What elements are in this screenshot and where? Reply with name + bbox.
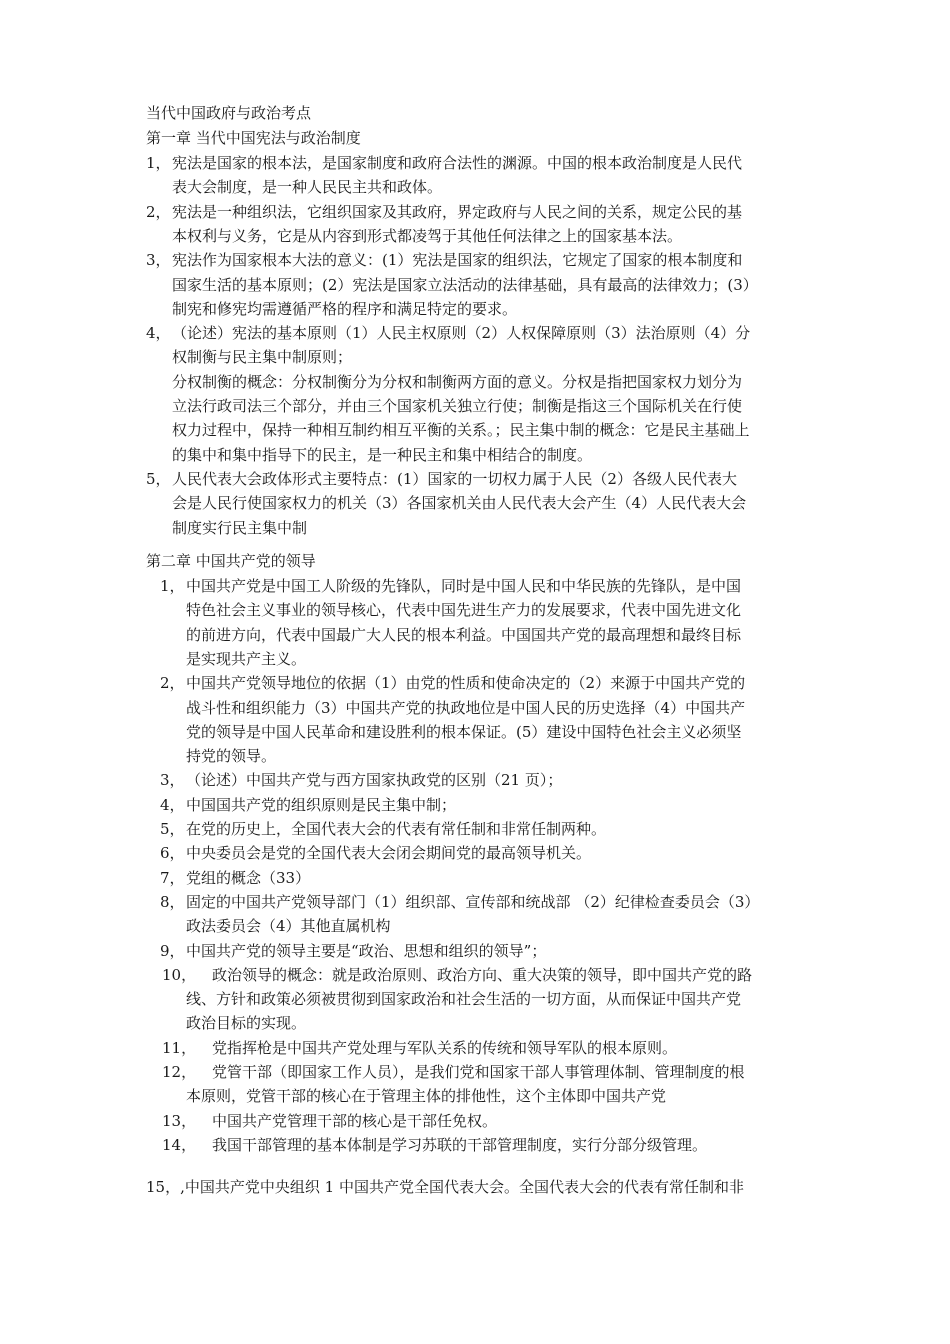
chapter2-item-7-line-1: 党组的概念（33） <box>186 868 311 887</box>
chapter1-item-4-line-2: 权制衡与民主集中制原则； <box>172 348 353 367</box>
chapter2-item-10-number: 10， <box>162 965 197 984</box>
chapter1-item-2-line-2: 本权利与义务，它是从内容到形式都凌驾于其他任何法律之上的国家基本法。 <box>172 226 683 245</box>
chapter1-item-3-line-2: 国家生活的基本原则；(2）宪法是国家立法活动的法律基础，具有最高的法律效力；(3） <box>172 275 758 294</box>
chapter2-item-1-line-2: 特色社会主义事业的领导核心，代表中国先进生产力的发展要求，代表中国先进文化 <box>186 601 742 620</box>
chapter2-item-13-line-1: 中国共产党管理干部的核心是干部任免权。 <box>212 1111 498 1130</box>
chapter1-item-4-line-5: 权力过程中，保持一种相互制约相互平衡的关系。；民主集中制的概念：它是民主基础上 <box>172 421 750 440</box>
chapter2-item-7-number: 7， <box>160 868 185 887</box>
chapter2-item-3-line-1: （论述）中国共产党与西方国家执政党的区别（21 页）； <box>186 771 563 790</box>
chapter2-item-9-number: 9， <box>160 941 185 960</box>
chapter2-item-10-line-1: 政治领导的概念：就是政治原则、政治方向、重大决策的领导，即中国共产党的路 <box>212 965 753 984</box>
chapter1-item-4-line-4: 立法行政司法三个部分，并由三个国家机关独立行使；制衡是指这三个国际机关在行使 <box>172 397 743 415</box>
chapter2-item-9-line-1: 中国共产党的领导主要是“政治、思想和组织的领导”； <box>186 941 547 960</box>
chapter1-item-5-line-2: 会是人民行使国家权力的机关（3）各国家机关由人民代表大会产生（4）人民代表大会 <box>172 494 747 513</box>
chapter2-item-8-number: 8， <box>160 892 185 911</box>
chapter2-item-2-line-4: 持党的领导。 <box>186 747 277 766</box>
chapter1-item-2-number: 2， <box>146 202 171 221</box>
chapter1-item-3-line-1: 宪法作为国家根本大法的意义：(1）宪法是国家的组织法，它规定了国家的根本制度和 <box>172 251 743 270</box>
chapter2-item-6-line-1: 中央委员会是党的全国代表大会闭会期间党的最高领导机关。 <box>186 844 592 863</box>
chapter1-item-1-number: 1， <box>146 154 171 172</box>
chapter1-item-2-line-1: 宪法是一种组织法，它组织国家及其政府，界定政府与人民之间的关系，规定公民的基 <box>172 202 743 221</box>
chapter2-item-12-number: 12， <box>162 1063 197 1081</box>
chapter2-item-5-number: 5， <box>160 820 185 838</box>
chapter1-item-1-line-2: 表大会制度，是一种人民民主共和政体。 <box>172 178 443 197</box>
chapter1-item-4-line-1: （论述）宪法的基本原则（1）人民主权原则（2）人权保障原则（3）法治原则（4）分 <box>172 324 751 343</box>
chapter2-item-12-line-2: 本原则，党管干部的核心在于管理主体的排他性，这个主体即中国共产党 <box>186 1087 667 1106</box>
chapter2-item-1-line-3: 的前进方向，代表中国最广大人民的根本利益。中国国共产党的最高理想和最终目标 <box>186 625 742 644</box>
chapter1-item-4-line-6: 的集中和集中指导下的民主，是一种民主和集中相结合的制度。 <box>172 445 593 464</box>
chapter2-item-8-line-1: 固定的中国共产党领导部门（1）组织部、宣传部和统战部 （2）纪律检查委员会（3） <box>186 892 760 911</box>
item-15 <box>146 1175 744 1199</box>
chapter2-item-2-line-2: 战斗性和组织能力（3）中国共产党的执政地位是中国人民的历史选择（4）中国共产 <box>186 698 746 717</box>
chapter2-item-2-number: 2， <box>160 674 185 693</box>
chapter1-item-5-line-1: 人民代表大会政体形式主要特点：(1）国家的一切权力属于人民（2）各级人民代表大 <box>172 469 737 488</box>
chapter2-item-6-number: 6， <box>160 844 185 863</box>
chapter2-item-14-number: 14， <box>162 1135 197 1154</box>
doc-title: 当代中国政府与政治考点 <box>146 104 312 122</box>
chapter2-item-4-line-1: 中国国共产党的组织原则是民主集中制； <box>186 795 457 814</box>
chapter2-item-1-number: 1， <box>160 577 185 595</box>
chapter2-item-5-line-1: 在党的历史上，全国代表大会的代表有常任制和非常任制两种。 <box>186 820 607 838</box>
chapter1-item-3-line-3: 制宪和修宪均需遵循严格的程序和满足特定的要求。 <box>172 299 518 318</box>
chapter2-item-10-line-3: 政治目标的实现。 <box>186 1014 307 1033</box>
chapter1-item-5-line-3: 制度实行民主集中制 <box>172 518 308 537</box>
chapter2-title: 第二章 中国共产党的领导 <box>146 552 316 570</box>
chapter1-item-1-line-1: 宪法是国家的根本法，是国家制度和政府合法性的渊源。中国的根本政治制度是人民代 <box>172 154 743 172</box>
chapter2-item-4-number: 4， <box>160 795 185 814</box>
chapter2-item-2-line-3: 党的领导是中国人民革命和建设胜利的根本保证。(5）建设中国特色社会主义必须坚 <box>186 722 742 741</box>
chapter2-item-11-line-1: 党指挥枪是中国共产党处理与军队关系的传统和领导军队的根本原则。 <box>212 1038 678 1057</box>
chapter2-item-1-line-4: 是实现共产主义。 <box>186 649 307 668</box>
chapter2-item-12-line-1: 党管干部（即国家工作人员），是我们党和国家干部人事管理体制、管理制度的根 <box>212 1063 745 1081</box>
chapter1-title: 第一章 当代中国宪法与政治制度 <box>146 129 361 147</box>
chapter2-item-3-number: 3， <box>160 771 185 790</box>
chapter2-item-11-number: 11， <box>162 1038 197 1057</box>
chapter1-item-3-number: 3， <box>146 251 171 270</box>
chapter2-item-2-line-1: 中国共产党领导地位的依据（1）由党的性质和使命决定的（2）来源于中国共产党的 <box>186 674 746 693</box>
item-15-number: 15， <box>146 1178 181 1196</box>
chapter2-item-8-line-2: 政法委员会（4）其他直属机构 <box>186 917 391 936</box>
chapter1-item-4-line-3: 分权制衡的概念：分权制衡分为分权和制衡两方面的意义。分权是指把国家权力划分为 <box>172 372 743 391</box>
chapter2-item-14-line-1: 我国干部管理的基本体制是学习苏联的干部管理制度，实行分部分级管理。 <box>212 1135 708 1154</box>
item-15-text: ,中国共产党中央组织 1 中国共产党全国代表大会。全国代表大会的代表有常任制和非 <box>180 1178 744 1196</box>
chapter1-item-4-number: 4， <box>146 324 171 343</box>
chapter1-item-5-number: 5， <box>146 469 171 488</box>
chapter2-item-13-number: 13， <box>162 1111 197 1130</box>
chapter2-item-10-line-2: 线、方针和政策必须被贯彻到国家政治和社会生活的一切方面，从而保证中国共产党 <box>186 990 742 1009</box>
chapter2-item-1-line-1: 中国共产党是中国工人阶级的先锋队，同时是中国人民和中华民族的先锋队，是中国 <box>186 577 742 595</box>
